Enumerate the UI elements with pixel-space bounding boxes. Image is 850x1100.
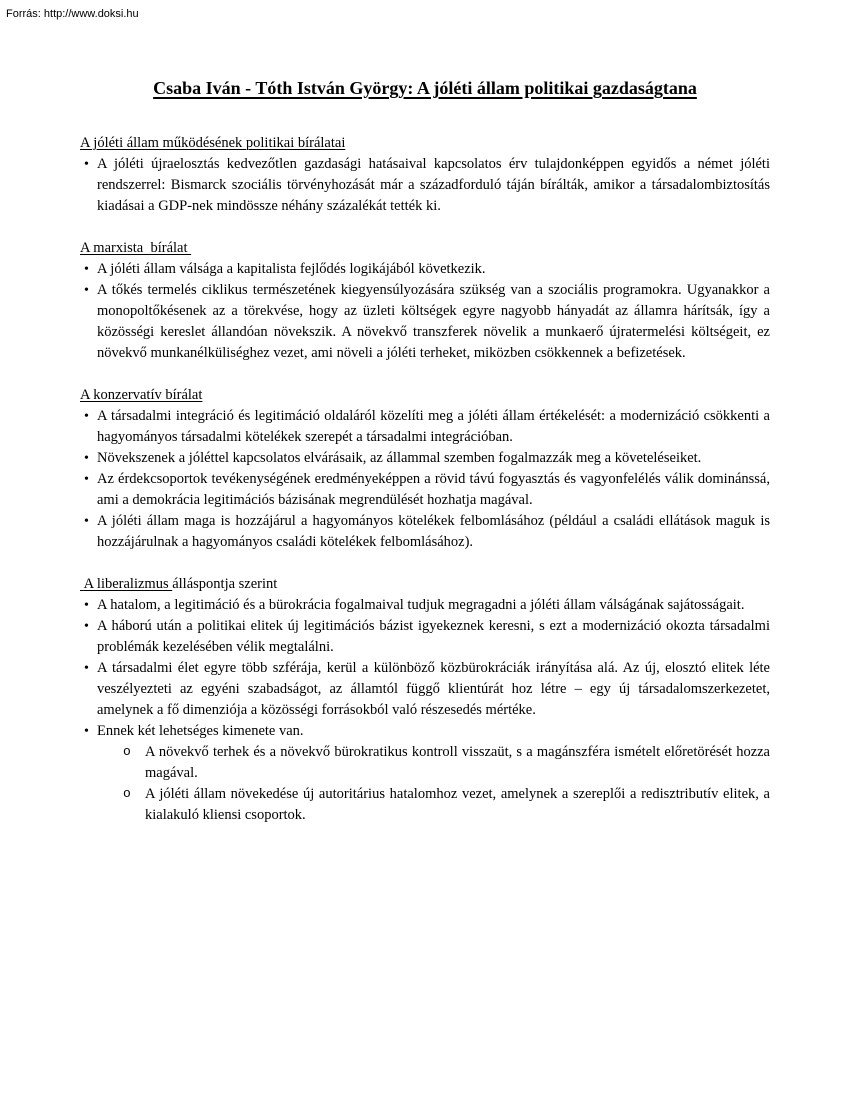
bullet-text: Növekszenek a jóléttel kapcsolatos elvárásaik, az állammal szemben fogalmazzák meg a követeléseiket.	[97, 450, 702, 466]
document-content	[80, 133, 770, 826]
section-political-critiques	[80, 133, 770, 217]
bullet-text: A hatalom, a legitimáció és a bürokrácia fogalmaival tudjuk megragadni a jóléti állam válságának sajátosságait.	[97, 597, 745, 613]
bullet-dot-icon: •	[84, 157, 89, 172]
bullet-item	[80, 511, 770, 553]
heading-underlined-text: A konzervatív bírálat	[80, 387, 203, 403]
bullet-list	[80, 259, 770, 364]
bullet-dot-icon: •	[84, 661, 89, 676]
heading-underlined-text: A marxista bírálat	[80, 240, 192, 256]
sub-bullet-text: A jóléti állam növekedése új autoritárius hatalomhoz vezet, amelynek a szereplői a redisztributív elitek, a kialakuló kliensi csoportok.	[145, 786, 770, 823]
bullet-dot-icon: •	[84, 514, 89, 529]
bullet-text: Ennek két lehetséges kimenete van.	[97, 723, 304, 739]
bullet-item	[80, 616, 770, 658]
heading-underlined-text: A liberalizmus	[80, 576, 173, 592]
bullet-dot-icon: •	[84, 409, 89, 424]
bullet-dot-icon: •	[84, 598, 89, 613]
sub-bullet-text: A növekvő terhek és a növekvő bürokratikus kontroll visszaüt, s a magánszféra ismételt előretörését hozza magával.	[145, 744, 770, 781]
bullet-item	[80, 595, 770, 616]
bullet-text: A háború után a politikai elitek új legitimációs bázist igyekeznek keresni, s ezt a modernizáció okozta társadalmi problémák kezelésében vélik megtalálni.	[97, 618, 770, 655]
bullet-item	[80, 154, 770, 217]
section-heading	[80, 385, 770, 406]
bullet-item	[80, 259, 770, 280]
bullet-text: A jóléti újraelosztás kedvezőtlen gazdasági hatásaival kapcsolatos érv tulajdonképpen egyidős a német jóléti rendszerrel: Bismarck szociális törvényhozását már a századforduló táján bírálták, amikor a társadalombiztosítás kiadásai a GDP-nek mindössze néhány százalékát tették ki.	[97, 156, 770, 214]
bullet-item	[80, 658, 770, 721]
section-heading	[80, 238, 770, 259]
circle-bullet-icon: o	[123, 786, 131, 801]
bullet-item	[80, 406, 770, 448]
bullet-text: Az érdekcsoportok tevékenységének eredményeképpen a rövid távú fogyasztás és vagyonfelélés válik dominánssá, ami a demokrácia legitimációs bázisának megrendülését hozhatja magával.	[97, 471, 770, 508]
bullet-item	[80, 448, 770, 469]
section-heading	[80, 133, 770, 154]
section-heading	[80, 574, 770, 595]
bullet-dot-icon: •	[84, 262, 89, 277]
bullet-text: A társadalmi integráció és legitimáció oldaláról közelíti meg a jóléti állam értékelését: a modernizáció csökkenti a hagyományos társadalmi kötelékek szerepét a társadalmi integrációban.	[97, 408, 770, 445]
source-note: Forrás: http://www.doksi.hu	[6, 8, 139, 20]
bullet-dot-icon: •	[84, 283, 89, 298]
bullet-list	[80, 406, 770, 553]
sub-bullet-item	[97, 784, 770, 826]
page-title-text: Csaba Iván - Tóth István György: A jóléti állam politikai gazdaságtana	[153, 78, 697, 98]
bullet-dot-icon: •	[84, 472, 89, 487]
sub-bullet-list	[97, 742, 770, 826]
bullet-item	[80, 721, 770, 826]
bullet-text: A jóléti állam maga is hozzájárul a hagyományos kötelékek felbomlásához (például a családi ellátások maguk is hozzájárulnak a hagyományos családi kötelékek felbomlásához).	[97, 513, 770, 550]
bullet-dot-icon: •	[84, 451, 89, 466]
bullet-item	[80, 280, 770, 364]
section-marxist-critique	[80, 238, 770, 364]
section-conservative-critique	[80, 385, 770, 553]
bullet-dot-icon: •	[84, 619, 89, 634]
heading-underlined-text: A jóléti állam működésének politikai bírálatai	[80, 135, 346, 151]
circle-bullet-icon: o	[123, 744, 131, 759]
page-title	[0, 76, 850, 100]
bullet-list	[80, 595, 770, 826]
bullet-text: A jóléti állam válsága a kapitalista fejlődés logikájából következik.	[97, 261, 486, 277]
heading-rest-text: álláspontja szerint	[172, 576, 278, 592]
bullet-text: A társadalmi élet egyre több szférája, kerül a különböző közbürokráciák irányítása alá. Az új, elosztó elitek léte veszélyezteti az egyéni szabadságot, az államtól függő klientúrát hoz létre – egy új társadalomszerkezetet, amelynek a fő dimenziója a közösségi forrásokból való részesedés mértéke.	[97, 660, 770, 718]
bullet-list	[80, 154, 770, 217]
bullet-text: A tőkés termelés ciklikus természetének kiegyensúlyozására szükség van a szociális programokra. Ugyanakkor a monopoltőkésenek az a törekvése, hogy az üzleti költségek egyre nagyobb hányadát az államra hárítsák, így a közösségi kereslet állandóan növekszik. A növekvő transzferek növelik a munkaerő újratermelési költségeit, ez növekvő munkanélküliséghez vezet, ami növeli a jóléti terheket, miközben csökkennek a befizetések.	[97, 282, 770, 361]
sub-bullet-item	[97, 742, 770, 784]
bullet-item	[80, 469, 770, 511]
section-liberal-position	[80, 574, 770, 826]
bullet-dot-icon: •	[84, 724, 89, 739]
